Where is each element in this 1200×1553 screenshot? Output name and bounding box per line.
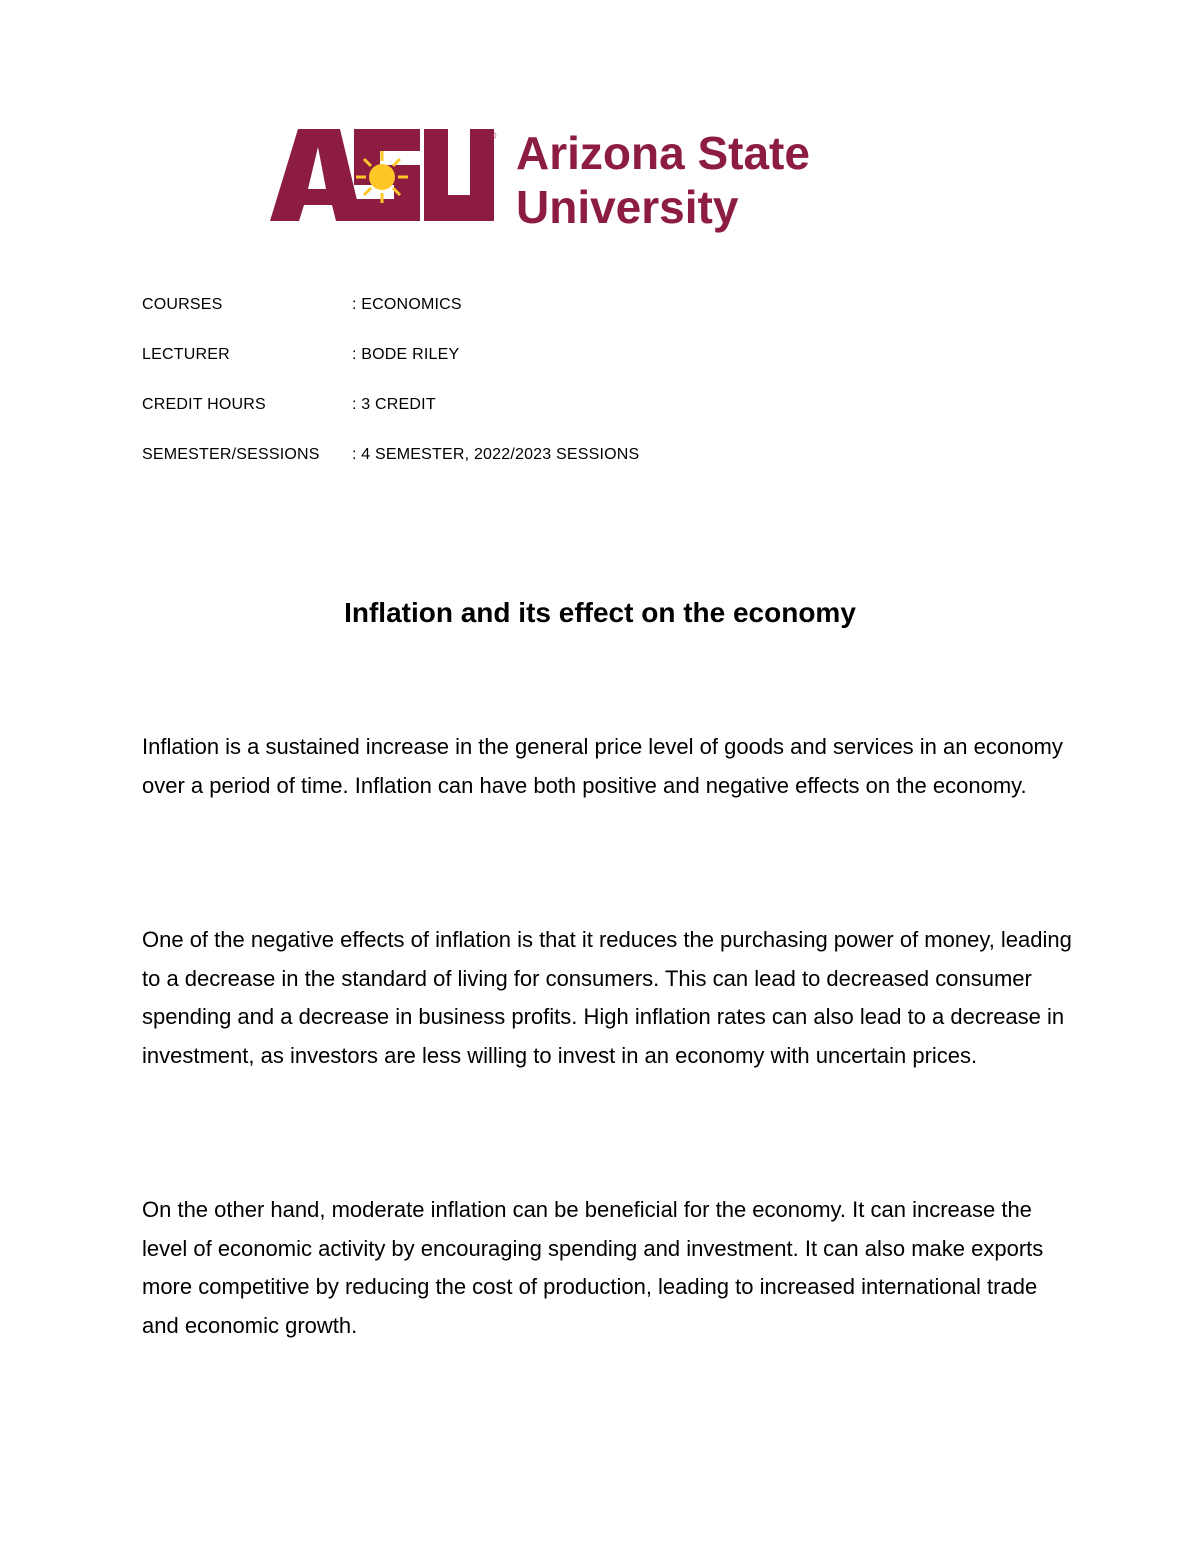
info-label: CREDIT HOURS [142, 396, 266, 413]
asu-logo-graphic [270, 125, 870, 240]
asu-logo [270, 125, 870, 240]
info-value: : 3 CREDIT [352, 396, 436, 413]
info-value: : BODE RILEY [352, 346, 460, 363]
info-value: : 4 SEMESTER, 2022/2023 SESSIONS [352, 446, 640, 463]
svg-text:®: ® [489, 131, 497, 142]
info-label: SEMESTER/SESSIONS [142, 446, 320, 463]
logo-text-line1: Arizona State [516, 127, 810, 179]
info-value: : ECONOMICS [352, 296, 462, 313]
info-label: COURSES [142, 296, 223, 313]
paragraph: On the other hand, moderate inflation can be beneficial for the economy. It can increase the level of economic activity by encouraging spending and investment. It can also make exports more competitive by reducing the cost of production, leading to increased international trade and economic growth. [142, 1197, 1044, 1338]
paragraph: One of the negative effects of inflation is that it reduces the purchasing power of money, leading to a decrease in the standard of living for consumers. This can lead to decreased consumer spending and a decrease in business profits. High inflation rates can also lead to a decrease in investment, as investors are less willing to invest in an economy with uncertain prices. [142, 927, 1072, 1068]
info-label: LECTURER [142, 346, 230, 363]
document-title: Inflation and its effect on the economy [344, 597, 856, 628]
paragraph: Inflation is a sustained increase in the general price level of goods and services in an economy over a period of time. Inflation can have both positive and negative effects on the economy. [142, 734, 1063, 798]
logo-text-line2: University [516, 181, 739, 233]
